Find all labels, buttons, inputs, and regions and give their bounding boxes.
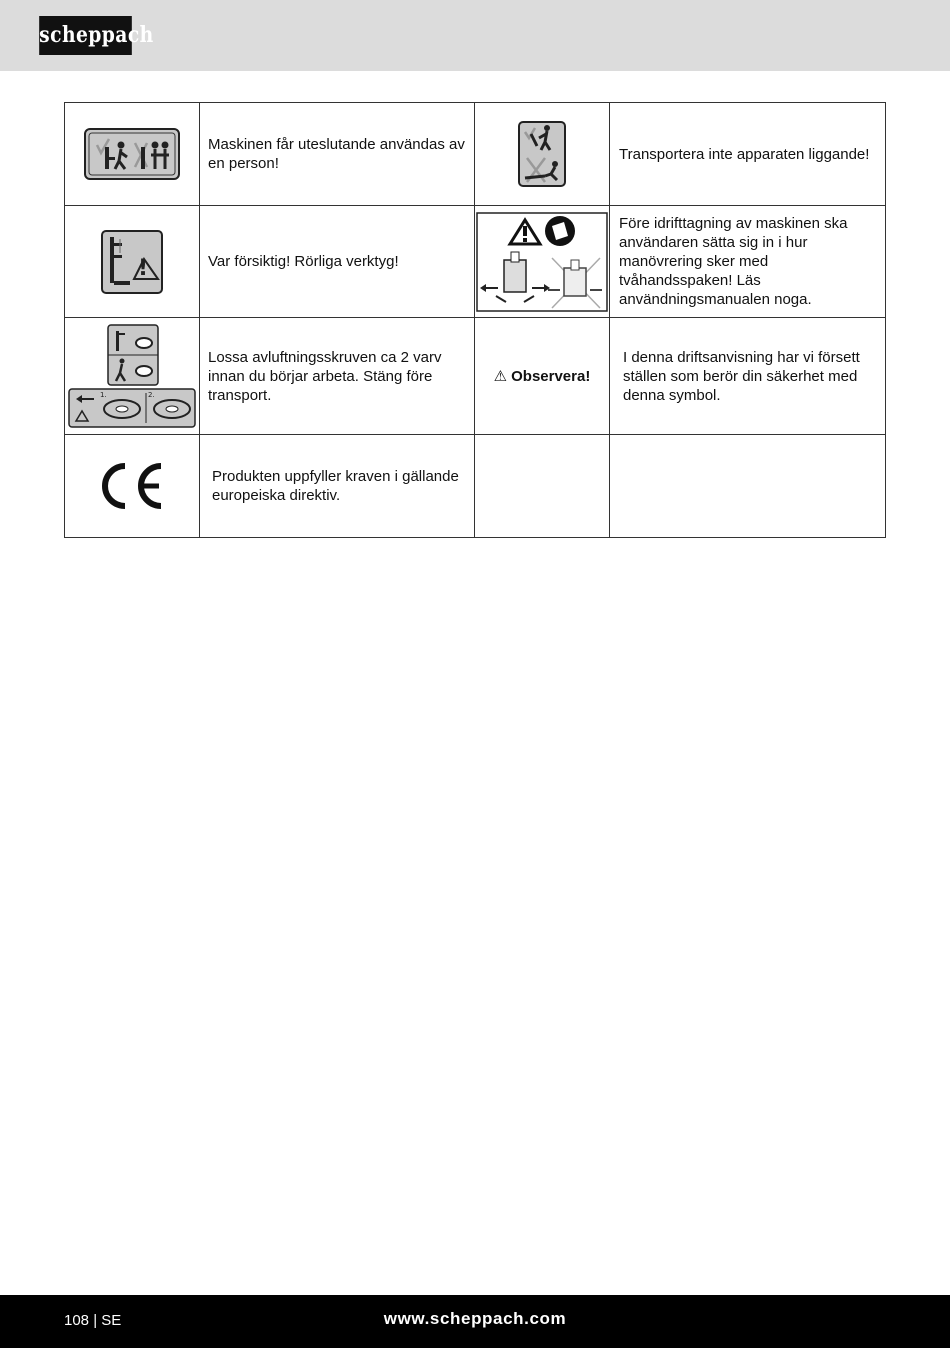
svg-text:!: !: [138, 255, 149, 281]
two-hand-lever-instruction-icon: [475, 206, 610, 318]
bleed-screw-icon: [65, 318, 200, 435]
header-bar: [0, 0, 950, 71]
svg-text:2.: 2.: [148, 391, 155, 399]
scheppach-logo: scheppach: [39, 16, 132, 55]
moving-tools-warning-icon: [65, 206, 200, 318]
row1-right-text: Transportera inte apparaten liggande!: [610, 103, 886, 206]
table-row: [65, 206, 886, 318]
page-number: 108: [64, 1312, 90, 1329]
empty-cell: [610, 435, 886, 538]
row1-left-text: Maskinen får uteslutande användas av en person!: [200, 103, 475, 206]
observera-text: Observera!: [511, 367, 591, 385]
empty-cell: [475, 435, 610, 538]
warning-triangle-icon: ⚠: [493, 367, 508, 385]
safety-symbols-table: [64, 102, 886, 538]
one-person-operation-icon: [65, 103, 200, 206]
table-row: [65, 103, 886, 206]
separator: |: [93, 1312, 102, 1329]
table-row: [65, 435, 886, 538]
row2-left-text: Var försiktig! Rörliga verktyg!: [200, 206, 475, 318]
row4-left-text: Produkten uppfyller kraven i gällande europeiska direktiv.: [200, 435, 475, 538]
row2-right-text: Före idrifttagning av maskinen ska användaren sätta sig in i hur manövrering sker med tvåhandsspaken! Läs användningsmanualen noga.: [610, 206, 886, 318]
language-code: SE: [101, 1312, 122, 1329]
ce-mark-icon: [65, 435, 200, 538]
table-row: [65, 318, 886, 435]
no-horizontal-transport-icon: [475, 103, 610, 206]
observera-label: [475, 318, 610, 435]
row3-right-text: I denna driftsanvisning har vi försett ställen som berör din säkerhet med denna symbol.: [610, 318, 886, 435]
footer-bar: [0, 1295, 950, 1348]
website-link[interactable]: www.scheppach.com: [383, 1309, 567, 1328]
svg-text:1.: 1.: [100, 391, 107, 399]
row3-left-text: Lossa avluftningsskruven ca 2 varv innan du börjar arbeta. Stäng före transport.: [200, 318, 475, 435]
